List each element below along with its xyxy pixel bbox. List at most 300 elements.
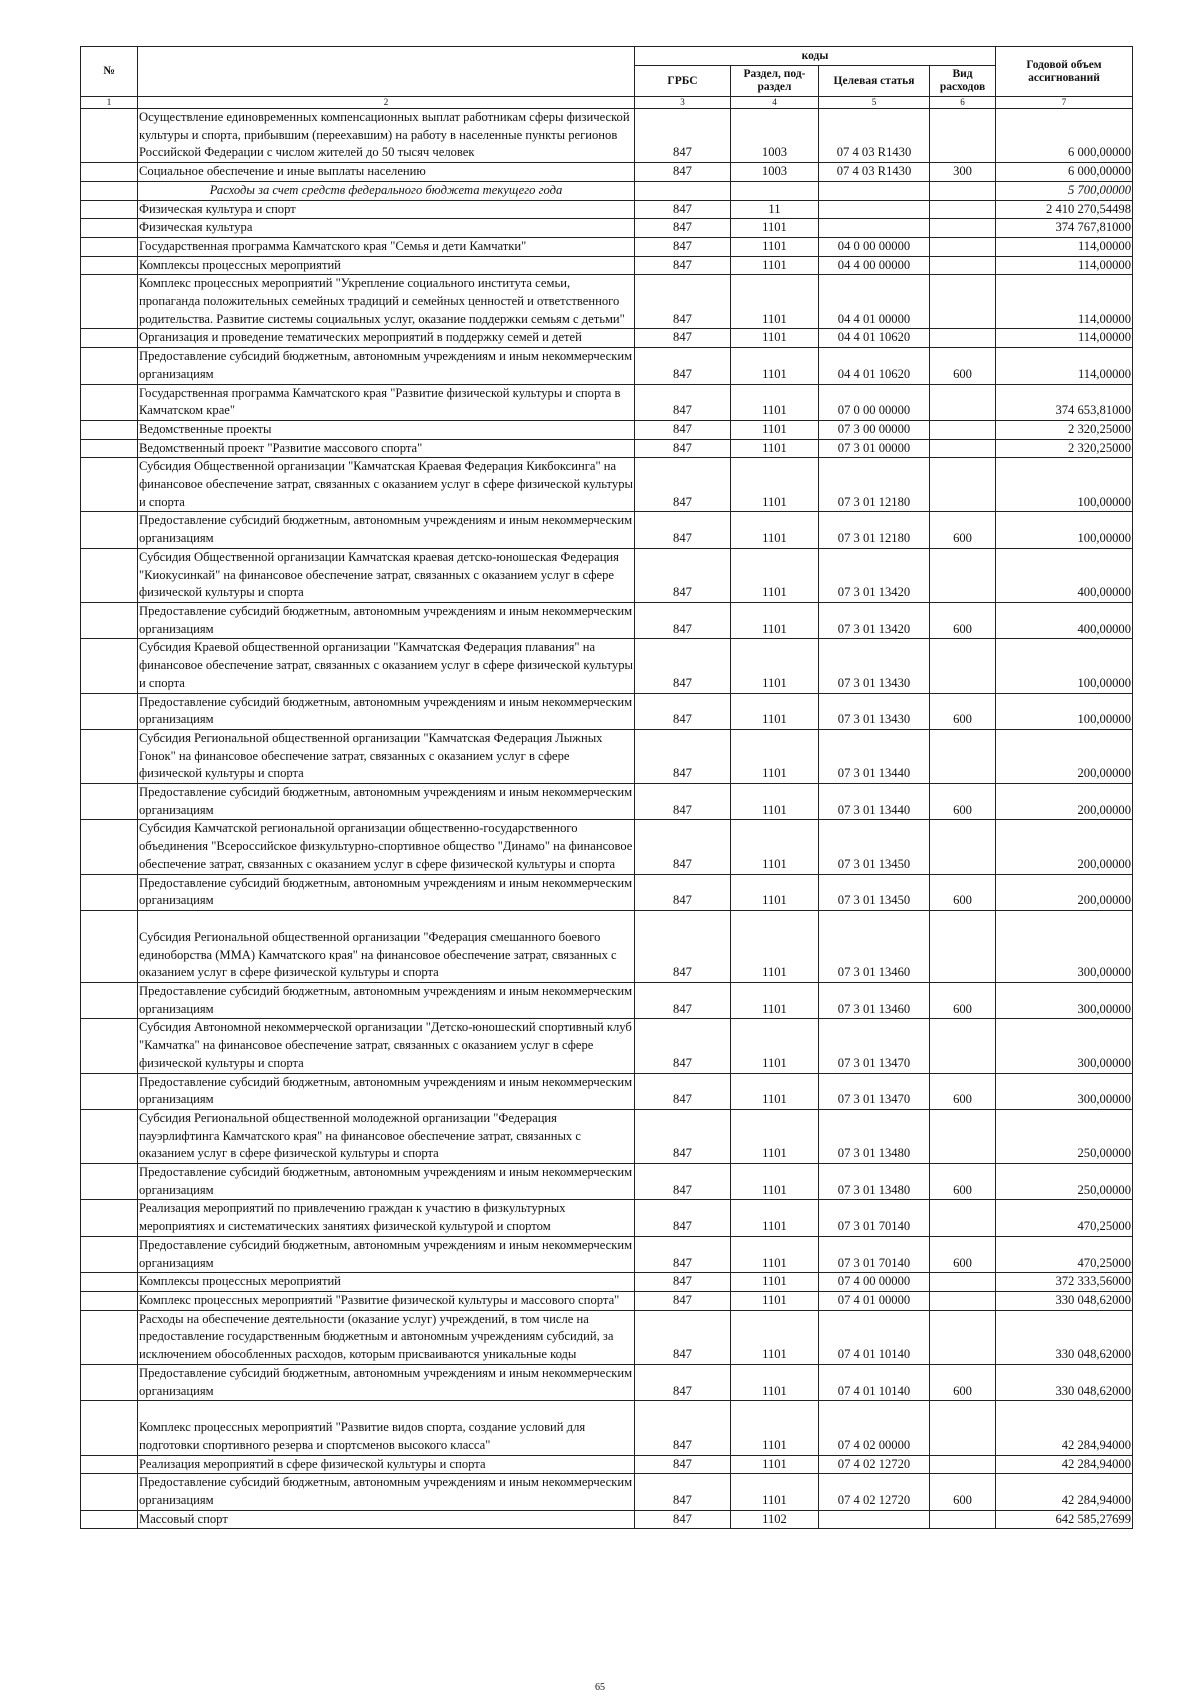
cell-grbs: 847: [635, 1109, 731, 1163]
cell-target: 07 3 01 13460: [819, 983, 930, 1019]
col-number: 7: [996, 97, 1133, 109]
cell-razdel: 1101: [731, 1200, 819, 1236]
cell-num: [81, 1510, 138, 1529]
cell-razdel: 1101: [731, 237, 819, 256]
table-row: [81, 1109, 1133, 1163]
cell-name: Реализация мероприятий по привлечению граждан к участию в физкультурных мероприятиях и систематических занятиях физической культурой и спортом: [138, 1200, 635, 1236]
cell-num: [81, 874, 138, 910]
cell-amount: 250,00000: [996, 1164, 1133, 1200]
cell-razdel: 1101: [731, 729, 819, 783]
header-volume: Годовой объем ассигнований: [996, 47, 1133, 97]
cell-grbs: 847: [635, 458, 731, 512]
cell-target: 07 3 01 13440: [819, 784, 930, 820]
cell-num: [81, 256, 138, 275]
cell-razdel: 1003: [731, 163, 819, 182]
cell-grbs: 847: [635, 275, 731, 329]
header-name-blank: [138, 47, 635, 97]
table-row: [81, 420, 1133, 439]
cell-razdel: 1101: [731, 219, 819, 238]
cell-target: 07 4 02 12720: [819, 1455, 930, 1474]
cell-target: 07 3 01 13420: [819, 602, 930, 638]
cell-amount: 400,00000: [996, 602, 1133, 638]
cell-target: 07 4 02 00000: [819, 1401, 930, 1455]
table-row: [81, 1236, 1133, 1272]
cell-grbs: 847: [635, 1474, 731, 1510]
cell-vid: [930, 329, 996, 348]
cell-num: [81, 1073, 138, 1109]
cell-grbs: 847: [635, 983, 731, 1019]
table-row: [81, 820, 1133, 874]
cell-num: [81, 384, 138, 420]
cell-vid: [930, 729, 996, 783]
col-number: 4: [731, 97, 819, 109]
cell-target: 07 3 00 00000: [819, 420, 930, 439]
cell-name: Субсидия Региональной общественной организации "Камчатская Федерация Лыжных Гонок" на финансовое обеспечение затрат, связанных с оказанием услуг в сфере физической культуры и спорта: [138, 729, 635, 783]
cell-amount: 300,00000: [996, 910, 1133, 982]
cell-vid: [930, 1401, 996, 1455]
header-target: Целевая статья: [819, 66, 930, 97]
cell-razdel: 11: [731, 200, 819, 219]
table-body: [81, 109, 1133, 1529]
cell-grbs: 847: [635, 237, 731, 256]
cell-num: [81, 639, 138, 693]
cell-name: Государственная программа Камчатского края "Развитие физической культуры и спорта в Камчатском крае": [138, 384, 635, 420]
cell-amount: 200,00000: [996, 820, 1133, 874]
cell-razdel: 1101: [731, 384, 819, 420]
cell-name: Предоставление субсидий бюджетным, автономным учреждениям и иным некоммерческим организациям: [138, 1474, 635, 1510]
cell-razdel: 1003: [731, 109, 819, 163]
table-row: [81, 237, 1133, 256]
table-row: [81, 512, 1133, 548]
cell-amount: 374 653,81000: [996, 384, 1133, 420]
cell-amount: 642 585,27699: [996, 1510, 1133, 1529]
table-row: [81, 256, 1133, 275]
cell-razdel: 1101: [731, 1474, 819, 1510]
cell-target: 07 3 01 70140: [819, 1236, 930, 1272]
cell-vid: 600: [930, 1236, 996, 1272]
cell-razdel: 1101: [731, 1364, 819, 1400]
cell-num: [81, 1273, 138, 1292]
cell-name: Реализация мероприятий в сфере физической культуры и спорта: [138, 1455, 635, 1474]
cell-vid: [930, 384, 996, 420]
cell-amount: 2 320,25000: [996, 439, 1133, 458]
table-row: [81, 275, 1133, 329]
cell-razdel: 1101: [731, 1401, 819, 1455]
table-row: [81, 348, 1133, 384]
cell-name-text: Комплекс процессных мероприятий "Развитие видов спорта, создание условий для подготовки спортивного резерва и спортсменов высокого класса": [139, 1420, 586, 1452]
cell-name: Ведомственный проект "Развитие массового спорта": [138, 439, 635, 458]
cell-vid: 600: [930, 874, 996, 910]
cell-num: [81, 237, 138, 256]
cell-amount: 114,00000: [996, 329, 1133, 348]
table-row: [81, 1292, 1133, 1311]
cell-razdel: 1101: [731, 1292, 819, 1311]
cell-grbs: 847: [635, 109, 731, 163]
cell-num: [81, 983, 138, 1019]
cell-name: Предоставление субсидий бюджетным, автономным учреждениям и иным некоммерческим организациям: [138, 874, 635, 910]
cell-grbs: 847: [635, 784, 731, 820]
budget-table: [80, 46, 1133, 1529]
cell-num: [81, 1109, 138, 1163]
cell-target: 07 4 01 10140: [819, 1364, 930, 1400]
cell-name: Субсидия Краевой общественной организации "Камчатская Федерация плавания" на финансовое обеспечение затрат, связанных с оказанием услуг в сфере физической культуры и спорта: [138, 639, 635, 693]
cell-amount: 100,00000: [996, 512, 1133, 548]
table-row: [81, 439, 1133, 458]
cell-amount: 300,00000: [996, 1019, 1133, 1073]
cell-amount: 200,00000: [996, 729, 1133, 783]
cell-target: 07 3 01 70140: [819, 1200, 930, 1236]
table-row: [81, 1401, 1133, 1455]
cell-amount: 114,00000: [996, 237, 1133, 256]
cell-razdel: 1101: [731, 602, 819, 638]
table-row: [81, 1474, 1133, 1510]
cell-target: 07 3 01 13430: [819, 639, 930, 693]
cell-vid: 600: [930, 602, 996, 638]
cell-name: Субсидия Камчатской региональной организации общественно-государственного объединения "Всероссийское физкультурно-спортивное общество "Динамо" на финансовое обеспечение затрат, связанных с оказанием услуг в сфере физической культуры и спорта: [138, 820, 635, 874]
cell-razdel: 1101: [731, 1073, 819, 1109]
cell-num: [81, 548, 138, 602]
cell-num: [81, 163, 138, 182]
cell-amount: 2 410 270,54498: [996, 200, 1133, 219]
cell-vid: 600: [930, 1164, 996, 1200]
cell-name: Массовый спорт: [138, 1510, 635, 1529]
cell-grbs: 847: [635, 1292, 731, 1311]
cell-amount: 470,25000: [996, 1200, 1133, 1236]
cell-amount: 330 048,62000: [996, 1364, 1133, 1400]
cell-name: Предоставление субсидий бюджетным, автономным учреждениям и иным некоммерческим организациям: [138, 693, 635, 729]
cell-grbs: 847: [635, 1164, 731, 1200]
cell-vid: [930, 820, 996, 874]
cell-target: 04 0 00 00000: [819, 237, 930, 256]
cell-target: 07 3 01 12180: [819, 458, 930, 512]
cell-razdel: 1101: [731, 874, 819, 910]
cell-target: 07 3 01 13440: [819, 729, 930, 783]
cell-vid: 600: [930, 1474, 996, 1510]
cell-name: Субсидия Общественной организации "Камчатская Краевая Федерация Кикбоксинга" на финансовое обеспечение затрат, связанных с оказанием услуг в сфере физической культуры и спорта: [138, 458, 635, 512]
cell-amount: 100,00000: [996, 639, 1133, 693]
cell-vid: [930, 1200, 996, 1236]
cell-name: [138, 910, 635, 982]
cell-num: [81, 1019, 138, 1073]
cell-target: 07 0 00 00000: [819, 384, 930, 420]
cell-grbs: 847: [635, 910, 731, 982]
cell-target: 07 3 01 12180: [819, 512, 930, 548]
cell-name: Расходы на обеспечение деятельности (оказание услуг) учреждений, в том числе на предоставление государственным бюджетным и автономным учреждениям субсидий, за исключением обособленных расходов, которым присваиваются уникальные коды: [138, 1310, 635, 1364]
table-row: [81, 1455, 1133, 1474]
cell-num: [81, 200, 138, 219]
cell-amount: 6 000,00000: [996, 163, 1133, 182]
table-row: [81, 163, 1133, 182]
cell-target: 07 3 01 13420: [819, 548, 930, 602]
cell-name: Субсидия Автономной некоммерческой организации "Детско-юношеский спортивный клуб "Камчатка" на финансовое обеспечение затрат, связанных с оказанием услуг в сфере физической культуры и спорта: [138, 1019, 635, 1073]
table-row: [81, 109, 1133, 163]
table-row: [81, 1164, 1133, 1200]
cell-razdel: 1101: [731, 910, 819, 982]
cell-name: Ведомственные проекты: [138, 420, 635, 439]
cell-razdel: 1101: [731, 348, 819, 384]
cell-razdel: 1101: [731, 256, 819, 275]
cell-target: 07 4 00 00000: [819, 1273, 930, 1292]
cell-grbs: 847: [635, 329, 731, 348]
cell-grbs: 847: [635, 729, 731, 783]
cell-target: 07 4 02 12720: [819, 1474, 930, 1510]
cell-target: 04 4 01 10620: [819, 348, 930, 384]
cell-num: [81, 458, 138, 512]
col-number: 2: [138, 97, 635, 109]
cell-vid: [930, 439, 996, 458]
cell-name: Государственная программа Камчатского края "Семья и дети Камчатки": [138, 237, 635, 256]
cell-razdel: 1101: [731, 983, 819, 1019]
cell-name: Комплекс процессных мероприятий "Развитие физической культуры и массового спорта": [138, 1292, 635, 1311]
cell-grbs: 847: [635, 820, 731, 874]
cell-vid: [930, 1510, 996, 1529]
cell-num: [81, 512, 138, 548]
page-number: 65: [595, 1682, 605, 1693]
cell-name: [138, 1401, 635, 1455]
cell-name: Расходы за счет средств федерального бюджета текущего года: [138, 181, 635, 200]
table-header: [81, 47, 1133, 109]
cell-vid: [930, 1455, 996, 1474]
table-row: [81, 639, 1133, 693]
cell-num: [81, 602, 138, 638]
cell-name: Предоставление субсидий бюджетным, автономным учреждениям и иным некоммерческим организациям: [138, 1164, 635, 1200]
cell-razdel: 1101: [731, 784, 819, 820]
cell-num: [81, 1310, 138, 1364]
table-row: [81, 784, 1133, 820]
cell-amount: 200,00000: [996, 784, 1133, 820]
cell-num: [81, 1401, 138, 1455]
cell-target: 07 3 01 13460: [819, 910, 930, 982]
header-grbs: ГРБС: [635, 66, 731, 97]
cell-target: 07 4 03 R1430: [819, 163, 930, 182]
cell-amount: 114,00000: [996, 275, 1133, 329]
cell-grbs: 847: [635, 512, 731, 548]
cell-razdel: 1101: [731, 1109, 819, 1163]
cell-amount: 114,00000: [996, 256, 1133, 275]
cell-vid: 600: [930, 693, 996, 729]
table-row: [81, 548, 1133, 602]
cell-grbs: 847: [635, 548, 731, 602]
cell-target: 07 4 01 00000: [819, 1292, 930, 1311]
cell-name: Предоставление субсидий бюджетным, автономным учреждениям и иным некоммерческим организациям: [138, 983, 635, 1019]
cell-razdel: 1101: [731, 329, 819, 348]
cell-razdel: 1101: [731, 639, 819, 693]
cell-razdel: 1101: [731, 275, 819, 329]
cell-razdel: 1102: [731, 1510, 819, 1529]
cell-vid: [930, 910, 996, 982]
cell-amount: 330 048,62000: [996, 1310, 1133, 1364]
table-row: [81, 874, 1133, 910]
table-row: [81, 983, 1133, 1019]
cell-amount: 300,00000: [996, 1073, 1133, 1109]
cell-grbs: 847: [635, 348, 731, 384]
table-row: [81, 200, 1133, 219]
cell-amount: 250,00000: [996, 1109, 1133, 1163]
cell-vid: [930, 181, 996, 200]
table-row: [81, 1510, 1133, 1529]
cell-razdel: 1101: [731, 1019, 819, 1073]
col-number: 5: [819, 97, 930, 109]
cell-num: [81, 1455, 138, 1474]
header-codes: коды: [635, 47, 996, 66]
cell-razdel: [731, 181, 819, 200]
cell-vid: 600: [930, 512, 996, 548]
cell-grbs: 847: [635, 1019, 731, 1073]
header-vid: Вид расходов: [930, 66, 996, 97]
cell-razdel: 1101: [731, 512, 819, 548]
cell-name: Социальное обеспечение и иные выплаты населению: [138, 163, 635, 182]
cell-amount: 200,00000: [996, 874, 1133, 910]
cell-vid: [930, 256, 996, 275]
cell-vid: 600: [930, 784, 996, 820]
cell-vid: [930, 1310, 996, 1364]
table-row: [81, 219, 1133, 238]
cell-num: [81, 1364, 138, 1400]
cell-target: 04 4 00 00000: [819, 256, 930, 275]
cell-num: [81, 181, 138, 200]
cell-name: Физическая культура: [138, 219, 635, 238]
cell-target: 07 4 03 R1430: [819, 109, 930, 163]
cell-name: Предоставление субсидий бюджетным, автономным учреждениям и иным некоммерческим организациям: [138, 602, 635, 638]
cell-name: Осуществление единовременных компенсационных выплат работникам сферы физической культуры и спорта, прибывшим (переехавшим) на работу в населенные пункты регионов Российской Федерации с числом жителей до 50 тысяч человек: [138, 109, 635, 163]
cell-name: Предоставление субсидий бюджетным, автономным учреждениям и иным некоммерческим организациям: [138, 784, 635, 820]
cell-amount: 42 284,94000: [996, 1474, 1133, 1510]
cell-num: [81, 784, 138, 820]
cell-grbs: 847: [635, 1310, 731, 1364]
cell-num: [81, 693, 138, 729]
cell-razdel: 1101: [731, 1455, 819, 1474]
cell-name: Организация и проведение тематических мероприятий в поддержку семей и детей: [138, 329, 635, 348]
cell-amount: 470,25000: [996, 1236, 1133, 1272]
cell-vid: [930, 420, 996, 439]
table-row: [81, 181, 1133, 200]
cell-target: 07 3 01 00000: [819, 439, 930, 458]
cell-razdel: 1101: [731, 1310, 819, 1364]
cell-name: Предоставление субсидий бюджетным, автономным учреждениям и иным некоммерческим организациям: [138, 512, 635, 548]
col-number: 1: [81, 97, 138, 109]
cell-vid: [930, 1019, 996, 1073]
cell-target: 04 4 01 00000: [819, 275, 930, 329]
cell-num: [81, 219, 138, 238]
cell-amount: 372 333,56000: [996, 1273, 1133, 1292]
cell-vid: [930, 275, 996, 329]
cell-grbs: [635, 181, 731, 200]
cell-amount: 374 767,81000: [996, 219, 1133, 238]
cell-target: 07 3 01 13480: [819, 1164, 930, 1200]
cell-vid: 600: [930, 1364, 996, 1400]
cell-name: Комплексы процессных мероприятий: [138, 256, 635, 275]
cell-razdel: 1101: [731, 458, 819, 512]
column-number-row: [81, 97, 1133, 109]
cell-razdel: 1101: [731, 1273, 819, 1292]
cell-grbs: 847: [635, 420, 731, 439]
cell-amount: 100,00000: [996, 693, 1133, 729]
table-row: [81, 1273, 1133, 1292]
table-row: [81, 1019, 1133, 1073]
cell-target: 07 3 01 13450: [819, 820, 930, 874]
cell-grbs: 847: [635, 200, 731, 219]
cell-razdel: 1101: [731, 1164, 819, 1200]
header-num: №: [81, 47, 138, 97]
cell-razdel: 1101: [731, 439, 819, 458]
cell-amount: 42 284,94000: [996, 1455, 1133, 1474]
table-row: [81, 729, 1133, 783]
cell-amount: 114,00000: [996, 348, 1133, 384]
cell-grbs: 847: [635, 256, 731, 275]
cell-num: [81, 329, 138, 348]
cell-name: Предоставление субсидий бюджетным, автономным учреждениям и иным некоммерческим организациям: [138, 348, 635, 384]
cell-grbs: 847: [635, 163, 731, 182]
table-row: [81, 1073, 1133, 1109]
cell-num: [81, 1474, 138, 1510]
cell-amount: 42 284,94000: [996, 1401, 1133, 1455]
cell-vid: [930, 237, 996, 256]
cell-target: 07 3 01 13430: [819, 693, 930, 729]
cell-grbs: 847: [635, 1273, 731, 1292]
cell-name: Предоставление субсидий бюджетным, автономным учреждениям и иным некоммерческим организациям: [138, 1073, 635, 1109]
cell-target: [819, 1510, 930, 1529]
cell-vid: [930, 219, 996, 238]
cell-vid: 600: [930, 1073, 996, 1109]
cell-grbs: 847: [635, 602, 731, 638]
cell-vid: [930, 458, 996, 512]
cell-grbs: 847: [635, 384, 731, 420]
cell-name-text: Субсидия Региональной общественной организации "Федерация смешанного боевого единоборства (ММА) Камчатского края" на финансовое обеспечение затрат, связанных с оказанием услуг в сфере физической культуры и спорта: [139, 929, 617, 980]
cell-grbs: 847: [635, 693, 731, 729]
cell-name: Комплекс процессных мероприятий "Укрепление социального института семьи, пропаганда положительных семейных традиций и семейных ценностей и ответственного родительства. Развитие системы социальных услуг, оказание поддержки семьям с детьми": [138, 275, 635, 329]
cell-vid: [930, 639, 996, 693]
cell-razdel: 1101: [731, 820, 819, 874]
cell-amount: 330 048,62000: [996, 1292, 1133, 1311]
cell-amount: 400,00000: [996, 548, 1133, 602]
table-row: [81, 1200, 1133, 1236]
cell-name: Предоставление субсидий бюджетным, автономным учреждениям и иным некоммерческим организациям: [138, 1236, 635, 1272]
table-row: [81, 693, 1133, 729]
table-row: [81, 602, 1133, 638]
cell-grbs: 847: [635, 874, 731, 910]
cell-target: [819, 219, 930, 238]
cell-num: [81, 1236, 138, 1272]
cell-target: 07 3 01 13470: [819, 1019, 930, 1073]
cell-name: Комплексы процессных мероприятий: [138, 1273, 635, 1292]
cell-grbs: 847: [635, 1236, 731, 1272]
cell-name: Физическая культура и спорт: [138, 200, 635, 219]
cell-grbs: 847: [635, 1073, 731, 1109]
cell-target: [819, 181, 930, 200]
cell-amount: 2 320,25000: [996, 420, 1133, 439]
cell-razdel: 1101: [731, 548, 819, 602]
cell-num: [81, 420, 138, 439]
cell-grbs: 847: [635, 1510, 731, 1529]
cell-num: [81, 109, 138, 163]
cell-num: [81, 439, 138, 458]
cell-razdel: 1101: [731, 420, 819, 439]
table-row: [81, 458, 1133, 512]
cell-amount: 100,00000: [996, 458, 1133, 512]
cell-num: [81, 820, 138, 874]
cell-grbs: 847: [635, 1364, 731, 1400]
cell-num: [81, 910, 138, 982]
cell-vid: 300: [930, 163, 996, 182]
table-row: [81, 910, 1133, 982]
col-number: 6: [930, 97, 996, 109]
cell-grbs: 847: [635, 639, 731, 693]
cell-name: Субсидия Общественной организации Камчатская краевая детско-юношеская Федерация "Киокусинкай" на финансовое обеспечение затрат, связанных с оказанием услуг в сфере физической культуры и спорта: [138, 548, 635, 602]
table-row: [81, 329, 1133, 348]
cell-amount: 6 000,00000: [996, 109, 1133, 163]
cell-num: [81, 1164, 138, 1200]
cell-vid: [930, 200, 996, 219]
